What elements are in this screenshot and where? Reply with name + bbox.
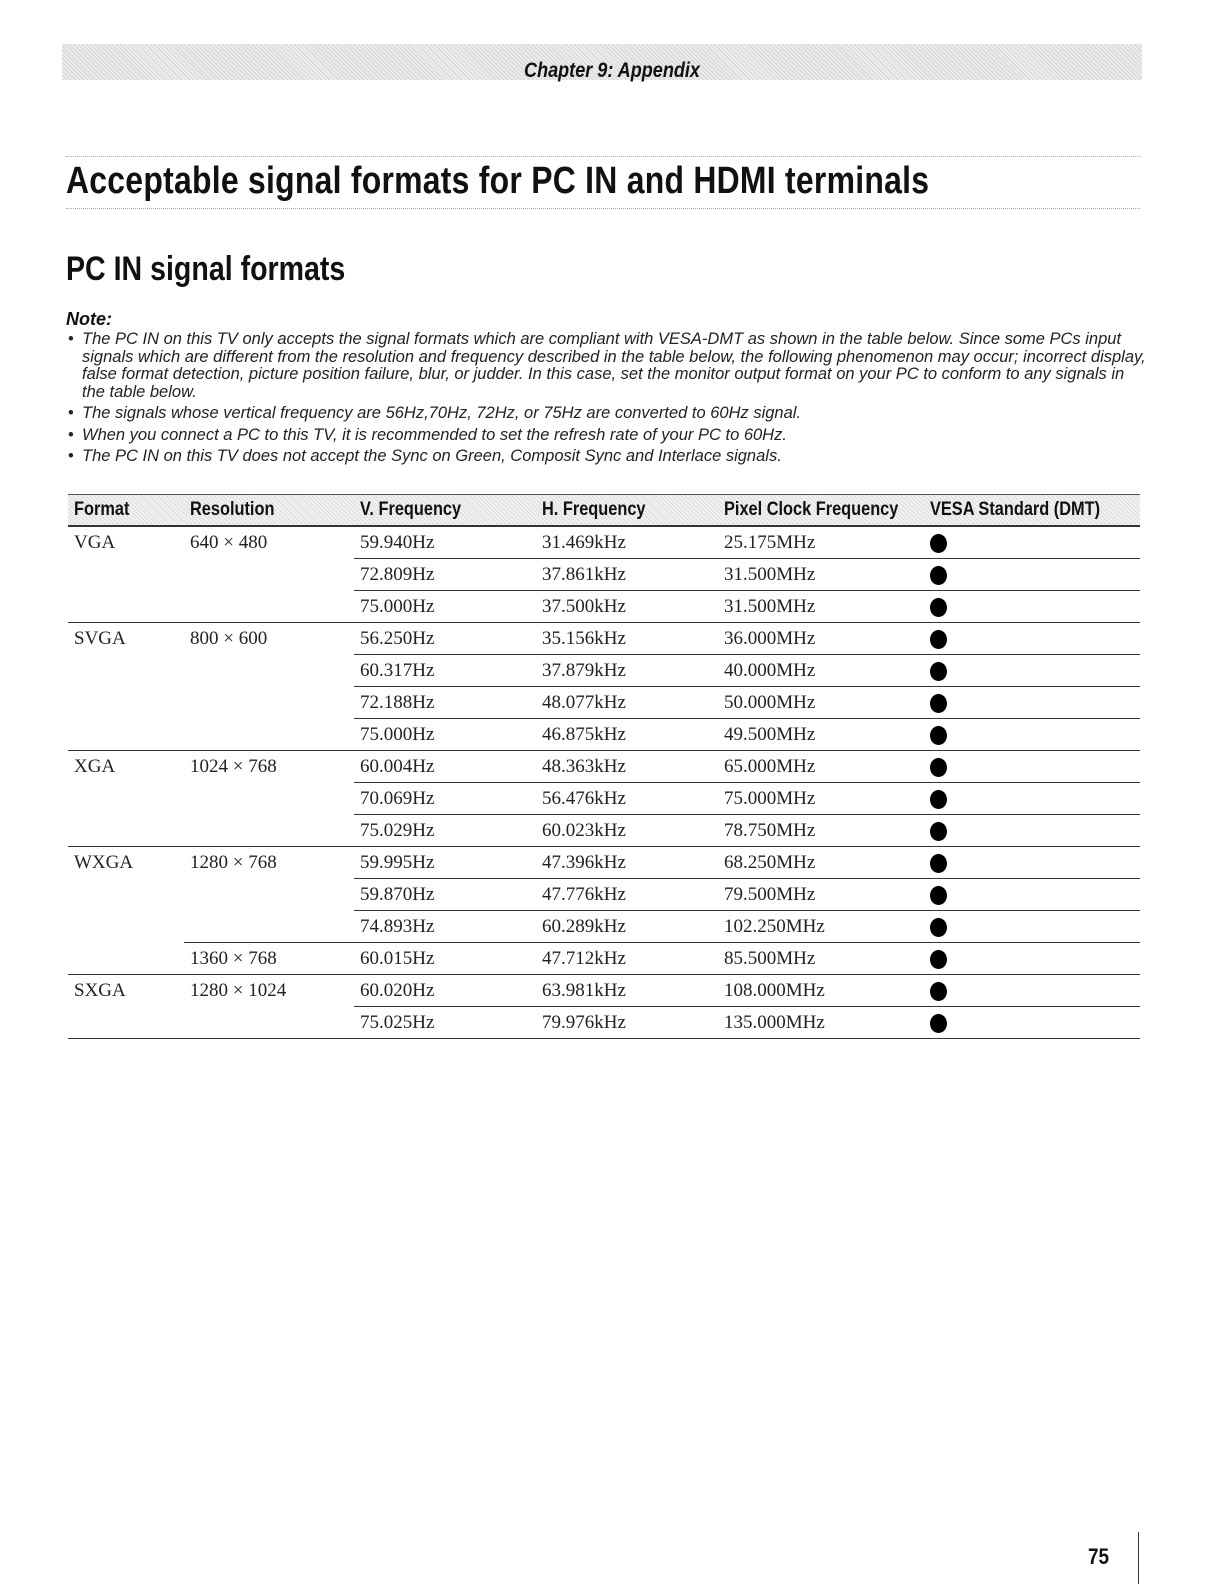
table-row — [68, 559, 1140, 591]
supported-dot-icon — [930, 854, 947, 873]
cell-pixel-clock: 75.000MHz — [718, 783, 924, 815]
table-row — [68, 591, 1140, 623]
table-row — [68, 879, 1140, 911]
cell-h-frequency: 48.363kHz — [536, 751, 718, 783]
cell-pixel-clock: 108.000MHz — [718, 975, 924, 1007]
table-row — [68, 815, 1140, 847]
cell-format — [68, 783, 184, 815]
cell-vesa — [924, 847, 1140, 879]
cell-vesa — [924, 719, 1140, 751]
cell-pixel-clock: 36.000MHz — [718, 623, 924, 655]
note-item — [66, 448, 1146, 466]
column-header-resolution: Resolution — [184, 495, 354, 527]
cell-format: SXGA — [74, 979, 126, 1001]
cell-vesa — [924, 1007, 1140, 1039]
bullet-icon: • — [68, 447, 74, 465]
cell-vesa — [924, 879, 1140, 911]
supported-dot-icon — [930, 566, 947, 585]
cell-h-frequency: 79.976kHz — [536, 1007, 718, 1039]
cell-resolution — [184, 655, 354, 687]
column-header-vesa-standard: VESA Standard (DMT) — [924, 495, 1140, 527]
cell-resolution — [184, 687, 354, 719]
table-row — [68, 975, 1140, 1007]
cell-pixel-clock: 31.500MHz — [718, 559, 924, 591]
supported-dot-icon — [930, 918, 947, 937]
chapter-title: Chapter 9: Appendix — [524, 59, 700, 82]
supported-dot-icon — [930, 694, 947, 713]
table-row — [68, 687, 1140, 719]
cell-format — [68, 1007, 184, 1039]
cell-pixel-clock: 102.250MHz — [718, 911, 924, 943]
cell-format — [68, 559, 184, 591]
cell-format: XGA — [74, 755, 116, 777]
column-header-pixel-clock: Pixel Clock Frequency — [718, 495, 924, 527]
cell-h-frequency: 37.500kHz — [536, 591, 718, 623]
signal-format-table — [68, 494, 1140, 1039]
cell-h-frequency: 60.289kHz — [536, 911, 718, 943]
note-item-text: The PC IN on this TV only accepts the signal formats which are compliant with VESA-DMT as shown in the table below. Since some PCs input signals which are different from the resolution and frequency described in the table below, the following phenomenon may occur; incorrect display, false format detection, picture position failure, blur, or judder. In this case, set the monitor output format on your PC to conform to any signals in the table below. — [82, 330, 1146, 401]
cell-h-frequency: 63.981kHz — [536, 975, 718, 1007]
note-label: Note: — [66, 309, 112, 329]
cell-h-frequency: 37.879kHz — [536, 655, 718, 687]
cell-v-frequency: 75.025Hz — [354, 1007, 536, 1039]
cell-v-frequency: 60.004Hz — [354, 751, 536, 783]
table-row — [68, 783, 1140, 815]
cell-h-frequency: 35.156kHz — [536, 623, 718, 655]
supported-dot-icon — [930, 534, 947, 553]
cell-format: SVGA — [74, 627, 126, 649]
bullet-icon: • — [68, 330, 74, 348]
table-row — [68, 943, 1140, 975]
cell-h-frequency: 48.077kHz — [536, 687, 718, 719]
supported-dot-icon — [930, 950, 947, 969]
supported-dot-icon — [930, 726, 947, 745]
cell-v-frequency: 60.015Hz — [354, 943, 536, 975]
cell-v-frequency: 75.029Hz — [354, 815, 536, 847]
cell-resolution — [184, 591, 354, 623]
cell-v-frequency: 59.870Hz — [354, 879, 536, 911]
cell-v-frequency: 59.940Hz — [354, 526, 536, 559]
cell-v-frequency: 59.995Hz — [354, 847, 536, 879]
cell-vesa — [924, 815, 1140, 847]
cell-format — [68, 687, 184, 719]
supported-dot-icon — [930, 630, 947, 649]
note-item — [66, 331, 1146, 401]
bullet-icon: • — [68, 425, 74, 444]
table-row — [68, 623, 1140, 655]
note-item-text: The signals whose vertical frequency are 56Hz,70Hz, 72Hz, or 75Hz are converted to 60Hz signal. — [82, 404, 802, 422]
cell-resolution — [184, 719, 354, 751]
note-item-text: When you connect a PC to this TV, it is recommended to set the refresh rate of your PC to 60Hz. — [82, 425, 787, 444]
cell-vesa — [924, 559, 1140, 591]
cell-format — [68, 591, 184, 623]
cell-pixel-clock: 49.500MHz — [718, 719, 924, 751]
cell-vesa — [924, 623, 1140, 655]
supported-dot-icon — [930, 886, 947, 905]
cell-v-frequency: 56.250Hz — [354, 623, 536, 655]
cell-vesa — [924, 526, 1140, 559]
table-row — [68, 719, 1140, 751]
cell-vesa — [924, 943, 1140, 975]
cell-pixel-clock: 50.000MHz — [718, 687, 924, 719]
table-row — [68, 847, 1140, 879]
cell-h-frequency: 60.023kHz — [536, 815, 718, 847]
cell-h-frequency: 46.875kHz — [536, 719, 718, 751]
cell-vesa — [924, 591, 1140, 623]
title-rule-top — [66, 156, 1140, 157]
table-row — [68, 911, 1140, 943]
supported-dot-icon — [930, 662, 947, 681]
cell-pixel-clock: 79.500MHz — [718, 879, 924, 911]
page-title: Acceptable signal formats for PC IN and HDMI terminals — [66, 160, 930, 202]
cell-h-frequency: 37.861kHz — [536, 559, 718, 591]
cell-resolution — [184, 879, 354, 911]
cell-pixel-clock: 31.500MHz — [718, 591, 924, 623]
cell-v-frequency: 72.809Hz — [354, 559, 536, 591]
table-row — [68, 655, 1140, 687]
cell-vesa — [924, 655, 1140, 687]
cell-resolution — [184, 783, 354, 815]
bullet-icon: • — [68, 404, 74, 422]
cell-format — [68, 655, 184, 687]
cell-resolution: 640 × 480 — [190, 531, 268, 553]
cell-pixel-clock: 78.750MHz — [718, 815, 924, 847]
note-item — [66, 427, 1146, 445]
cell-v-frequency: 70.069Hz — [354, 783, 536, 815]
cell-format — [68, 879, 184, 911]
cell-v-frequency: 75.000Hz — [354, 591, 536, 623]
cell-resolution: 800 × 600 — [190, 627, 268, 649]
cell-resolution: 1280 × 768 — [190, 851, 277, 873]
table-body — [68, 526, 1140, 1039]
cell-resolution: 1360 × 768 — [184, 943, 354, 975]
cell-h-frequency: 56.476kHz — [536, 783, 718, 815]
cell-resolution: 1280 × 1024 — [190, 979, 287, 1001]
cell-pixel-clock: 40.000MHz — [718, 655, 924, 687]
cell-h-frequency: 47.712kHz — [536, 943, 718, 975]
table-row — [68, 751, 1140, 783]
cell-vesa — [924, 911, 1140, 943]
cell-pixel-clock: 85.500MHz — [718, 943, 924, 975]
cell-resolution — [184, 1007, 354, 1039]
page-edge-rule — [1138, 1532, 1139, 1584]
cell-resolution — [184, 559, 354, 591]
cell-pixel-clock: 135.000MHz — [718, 1007, 924, 1039]
supported-dot-icon — [930, 790, 947, 809]
cell-resolution — [184, 911, 354, 943]
supported-dot-icon — [930, 982, 947, 1001]
cell-v-frequency: 60.020Hz — [354, 975, 536, 1007]
cell-resolution — [184, 815, 354, 847]
column-header-v-frequency: V. Frequency — [354, 495, 536, 527]
cell-pixel-clock: 68.250MHz — [718, 847, 924, 879]
table-row — [68, 526, 1140, 559]
cell-vesa — [924, 783, 1140, 815]
cell-h-frequency: 31.469kHz — [536, 526, 718, 559]
cell-format — [68, 815, 184, 847]
cell-format: WXGA — [74, 851, 134, 873]
supported-dot-icon — [930, 1014, 947, 1033]
supported-dot-icon — [930, 758, 947, 777]
supported-dot-icon — [930, 598, 947, 617]
column-header-h-frequency: H. Frequency — [536, 495, 718, 527]
cell-pixel-clock: 65.000MHz — [718, 751, 924, 783]
cell-format — [68, 719, 184, 751]
column-header-format: Format — [68, 495, 184, 527]
table-header-row — [68, 495, 1140, 527]
cell-v-frequency: 72.188Hz — [354, 687, 536, 719]
cell-format — [68, 911, 184, 943]
cell-format: VGA — [74, 531, 116, 553]
cell-vesa — [924, 751, 1140, 783]
note-item-text: The PC IN on this TV does not accept the Sync on Green, Composit Sync and Interlace signals. — [82, 447, 782, 465]
cell-v-frequency: 74.893Hz — [354, 911, 536, 943]
cell-vesa — [924, 975, 1140, 1007]
cell-vesa — [924, 687, 1140, 719]
note-list — [66, 331, 1146, 470]
supported-dot-icon — [930, 822, 947, 841]
cell-pixel-clock: 25.175MHz — [718, 526, 924, 559]
cell-h-frequency: 47.396kHz — [536, 847, 718, 879]
page-number: 75 — [1088, 1544, 1110, 1569]
table-row — [68, 1007, 1140, 1039]
cell-v-frequency: 60.317Hz — [354, 655, 536, 687]
section-title: PC IN signal formats — [66, 250, 346, 288]
title-rule-bottom — [66, 208, 1140, 209]
note-item — [66, 405, 1146, 423]
cell-format — [68, 943, 184, 975]
cell-v-frequency: 75.000Hz — [354, 719, 536, 751]
cell-h-frequency: 47.776kHz — [536, 879, 718, 911]
cell-resolution: 1024 × 768 — [190, 755, 277, 777]
